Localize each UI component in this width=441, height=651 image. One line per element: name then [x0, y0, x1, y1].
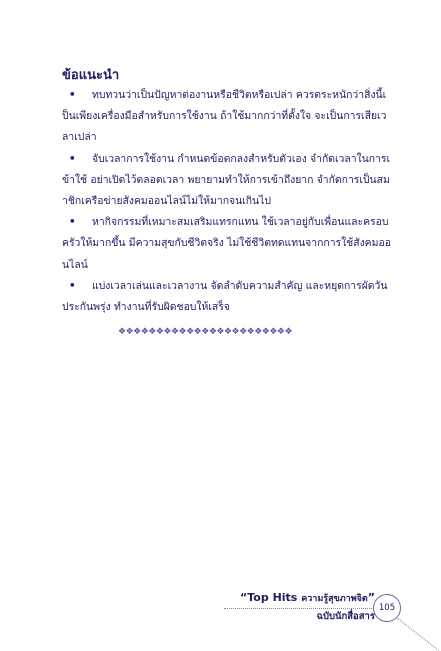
ornamental-divider: ❖❖❖❖❖❖❖❖❖❖❖❖❖❖❖❖❖❖❖❖❖❖❖ — [118, 327, 293, 337]
recommendations-body — [62, 85, 392, 318]
paragraph-text: หากิจกรรมที่เหมาะสมเสริมแทรกแทน ใช้เวลาอยู่กับเพื่อนและครอบครัวให้มากขึ้น มีความสุขกับชีวิตจริง ไม่ใช้ชีวิตทดแทนจากการใช้สังคมออนไลน์ — [62, 216, 391, 271]
recommendation-paragraph — [62, 212, 392, 276]
bullet-icon: • — [69, 89, 76, 101]
footer-title-open-quote: “ — [240, 591, 248, 604]
bullet-icon: • — [69, 216, 76, 229]
paragraph-text: ทบทวนว่าเป็นปัญหาต่องานหรือชีวิตหรือเปล่า ควรตระหนักว่าสิ่งนี้เป็นเพียงเครื่องมือสำหรับการใช้งาน ถ้าใช้มากกว่าที่ตั้งใจ จะเป็นการเสียเวลาเปล่า — [62, 89, 387, 144]
section-heading: ข้อแนะนำ — [62, 68, 120, 83]
paragraph-text: แบ่งเวลาเล่นและเวลางาน จัดลำดับความสำคัญ และหยุดการผัดวันประกันพรุ่ง ทำงานที่รับผิดชอบให้เสร็จ — [62, 279, 388, 314]
page-number: 105 — [378, 603, 396, 613]
paragraph-text: จับเวลาการใช้งาน กำหนดข้อตกลงสำหรับตัวเอง จำกัดเวลาในการเข้าใช้ อย่าเปิดไว้ตลอดเวลา พยายามทำให้การเข้าถึงยาก จำกัดการเป็นสมาชิกเครือข่ายสังคมออนไลน์ไม่ให้มากจนเกินไป — [62, 152, 391, 208]
recommendation-paragraph — [62, 85, 392, 149]
footer-dotted-diagonal — [397, 618, 439, 651]
footer-subtitle: ฉบับนักสื่อสาร — [316, 611, 375, 622]
bullet-icon: • — [69, 279, 76, 292]
recommendation-paragraph — [62, 276, 392, 318]
footer-title-thai: ความรู้สุขภาพจิต — [301, 594, 368, 604]
footer-title-block — [240, 591, 375, 624]
footer-title-close-quote: ” — [367, 591, 375, 604]
footer-title — [240, 591, 375, 606]
bullet-icon: • — [69, 152, 76, 165]
recommendation-paragraph — [62, 149, 392, 213]
footer-title-latin: Top Hits — [247, 591, 302, 604]
